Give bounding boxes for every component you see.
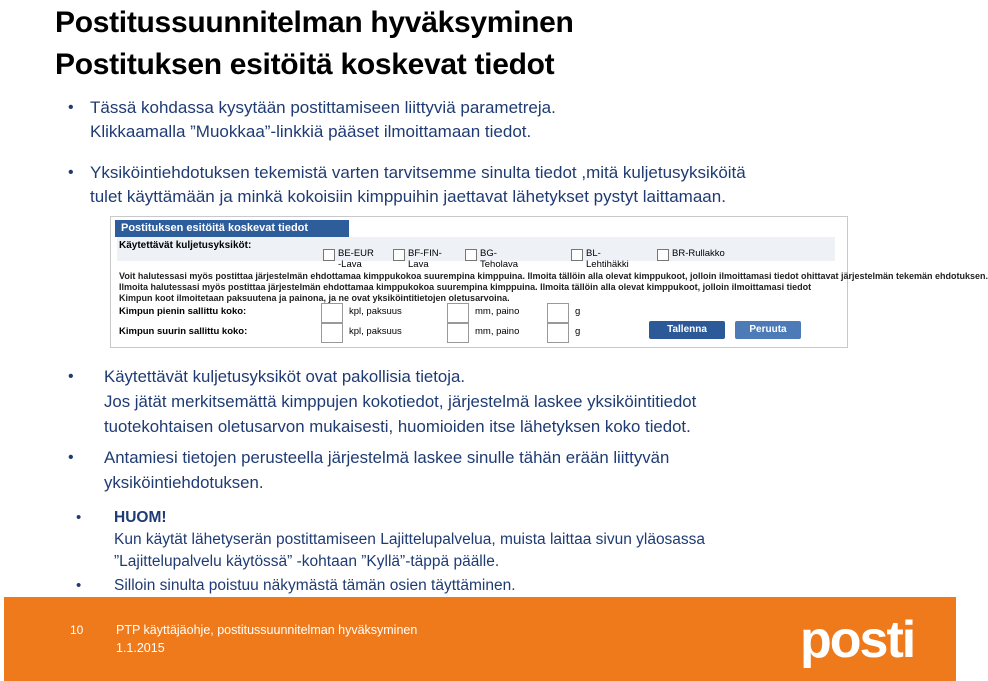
checkbox[interactable] (465, 249, 477, 261)
text-line: • Silloin sinulta poistuu näkymästä tämän osien täyttäminen. (114, 577, 516, 594)
text-line: • Tässä kohdassa kysytään postittamiseen liittyviä parametreja. (90, 98, 556, 117)
note-bullet (40, 575, 940, 597)
footer-date: 1.1.2015 (116, 641, 165, 655)
note-bullet-list (40, 507, 940, 599)
checkbox[interactable] (323, 249, 335, 261)
text-line: Jos jätät merkitsemättä kimppujen kokotiedot, järjestelmä laskee yksiköintitiedot (104, 392, 697, 411)
option-be-eur[interactable]: BE-EUR -Lava (323, 248, 374, 270)
text-line: • Käytettävät kuljetusyksiköt ovat pakollisia tietoja. (104, 367, 465, 386)
checkbox[interactable] (393, 249, 405, 261)
text-line: ”Lajittelupalvelu käytössä” -kohtaan ”Kyllä”-täppä päälle. (114, 553, 500, 570)
form-tab-title: Postituksen esitöitä koskevat tiedot (115, 220, 349, 237)
option-br[interactable]: BR-Rullakko (657, 248, 725, 259)
min-size-row: Kimpun pienin sallittu koko: kpl, paksuus mm, paino g (119, 303, 679, 323)
option-bg[interactable]: BG- Teholava (465, 248, 518, 270)
info-line: Ilmoita halutessasi myös postittaa järjestelmän ehdottamaa kimppukokoa suurempina kimppuina. Ilmoita tällöin alla olevat kimppukoot, jolloin ilmoittamasi tiedot (119, 282, 812, 292)
checkbox[interactable] (571, 249, 583, 261)
footer-title: PTP käyttäjäohje, postitussuunnitelman hyväksyminen (116, 623, 418, 637)
title-line-1: Postitussuunnitelman hyväksyminen (55, 6, 574, 39)
note-bullet (40, 507, 940, 573)
max-weight-input[interactable] (547, 323, 569, 343)
max-size-row: Kimpun suurin sallittu koko: kpl, paksuus mm, paino g (119, 323, 679, 343)
page-number: 10 (70, 623, 84, 637)
cancel-button[interactable]: Peruuta (735, 321, 801, 339)
text-line: • Antamiesi tietojen perusteella järjestelmä laskee sinulle tähän erään liittyvän (104, 448, 670, 467)
info-line: Kimpun koot ilmoitetaan paksuutena ja painona, ja ne ovat yksiköintitietojen oletusarvoina. (119, 293, 510, 303)
max-count-input[interactable] (321, 323, 343, 343)
option-bf-fin[interactable]: BF-FIN- Lava (393, 248, 442, 270)
option-bl[interactable]: BL- Lehtihäkki (571, 248, 629, 270)
checkbox[interactable] (657, 249, 669, 261)
min-weight-input[interactable] (547, 303, 569, 323)
form-screenshot (110, 216, 988, 348)
text-line: yksiköintiehdotuksen. (104, 473, 264, 492)
title-line-2: Postituksen esitöitä koskevat tiedot (55, 48, 555, 81)
text-line: Kun käytät lähetyserän postittamiseen Lajittelupalvelua, muista laittaa sivun yläosassa (114, 531, 706, 548)
svg-text:posti: posti (800, 611, 915, 669)
posti-logo (796, 607, 926, 669)
text-line: tuotekohtaisen oletusarvon mukaisesti, huomioiden itse lähetyksen koko tiedot. (104, 417, 691, 436)
intro-bullet-list (40, 96, 940, 226)
mid-bullet (40, 445, 940, 495)
form-info-text (119, 271, 988, 304)
units-label: Käytettävät kuljetusyksiköt: (119, 240, 252, 251)
min-count-input[interactable] (321, 303, 343, 323)
mid-bullet-list (40, 364, 940, 501)
text-line: tulet käyttämään ja minkä kokoisiin kimppuihin jaettavat lähetykset pystyt laittamaan. (90, 187, 726, 206)
max-size-label: Kimpun suurin sallittu koko: (119, 326, 248, 337)
min-thickness-input[interactable] (447, 303, 469, 323)
min-size-label: Kimpun pienin sallittu koko: (119, 306, 247, 317)
mid-bullet (40, 364, 940, 439)
save-button[interactable]: Tallenna (649, 321, 725, 339)
note-heading: • HUOM! (114, 509, 167, 526)
max-thickness-input[interactable] (447, 323, 469, 343)
text-line: Klikkaamalla ”Muokkaa”-linkkiä pääset ilmoittamaan tiedot. (90, 122, 532, 141)
intro-bullet (40, 161, 940, 209)
text-line: • Yksiköintiehdotuksen tekemistä varten tarvitsemme sinulta tiedot ,mitä kuljetusyksiköitä (90, 163, 746, 182)
page-title (55, 2, 574, 86)
intro-bullet (40, 96, 940, 144)
info-line: Voit halutessasi myös postittaa järjestelmän ehdottamaa kimppukokoa suurempina kimppuina. Ilmoita tällöin alla olevat kimppukoot, jolloin ilmoittamasi tiedot ohittavat järjestelmän tekemän ehdotuksen. (119, 271, 988, 281)
footer-bar (4, 597, 956, 681)
